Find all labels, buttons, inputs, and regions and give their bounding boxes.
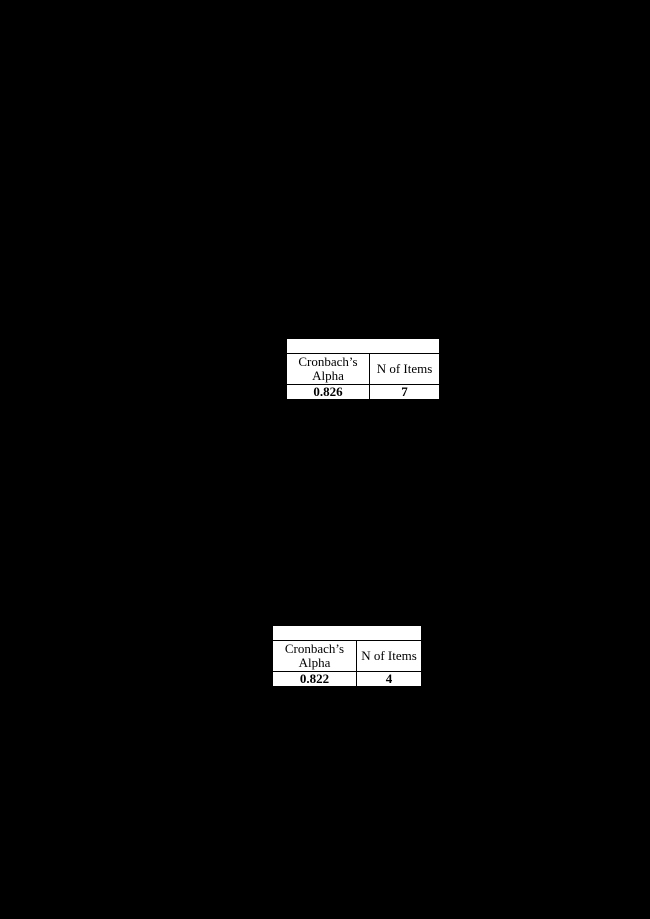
table-header-row	[273, 641, 422, 672]
table-header-row	[287, 354, 440, 385]
table-caption-1	[287, 339, 440, 354]
reliability-statistics-table-2	[272, 625, 422, 687]
cell-alpha-value: 0.822	[273, 672, 357, 687]
column-header-n-of-items: N of Items	[370, 354, 440, 385]
reliability-statistics-table-1	[286, 338, 440, 400]
cell-alpha-value: 0.826	[287, 385, 370, 400]
column-header-line-2: Alpha	[298, 655, 331, 671]
column-header-line-1: Cronbach’s	[298, 354, 358, 369]
column-header-cronbachs-alpha	[273, 641, 357, 672]
table-caption-strip	[287, 339, 440, 354]
table-caption-strip	[273, 626, 422, 641]
column-header-line-1: Cronbach’s	[284, 641, 345, 656]
table-row	[273, 672, 422, 687]
column-header-n-of-items: N of Items	[357, 641, 422, 672]
column-header-cronbachs-alpha	[287, 354, 370, 385]
table-caption-2	[273, 626, 422, 641]
table-row	[287, 385, 440, 400]
cell-items-value: 4	[357, 672, 422, 687]
column-header-line-2: Alpha	[312, 368, 344, 384]
cell-items-value: 7	[370, 385, 440, 400]
